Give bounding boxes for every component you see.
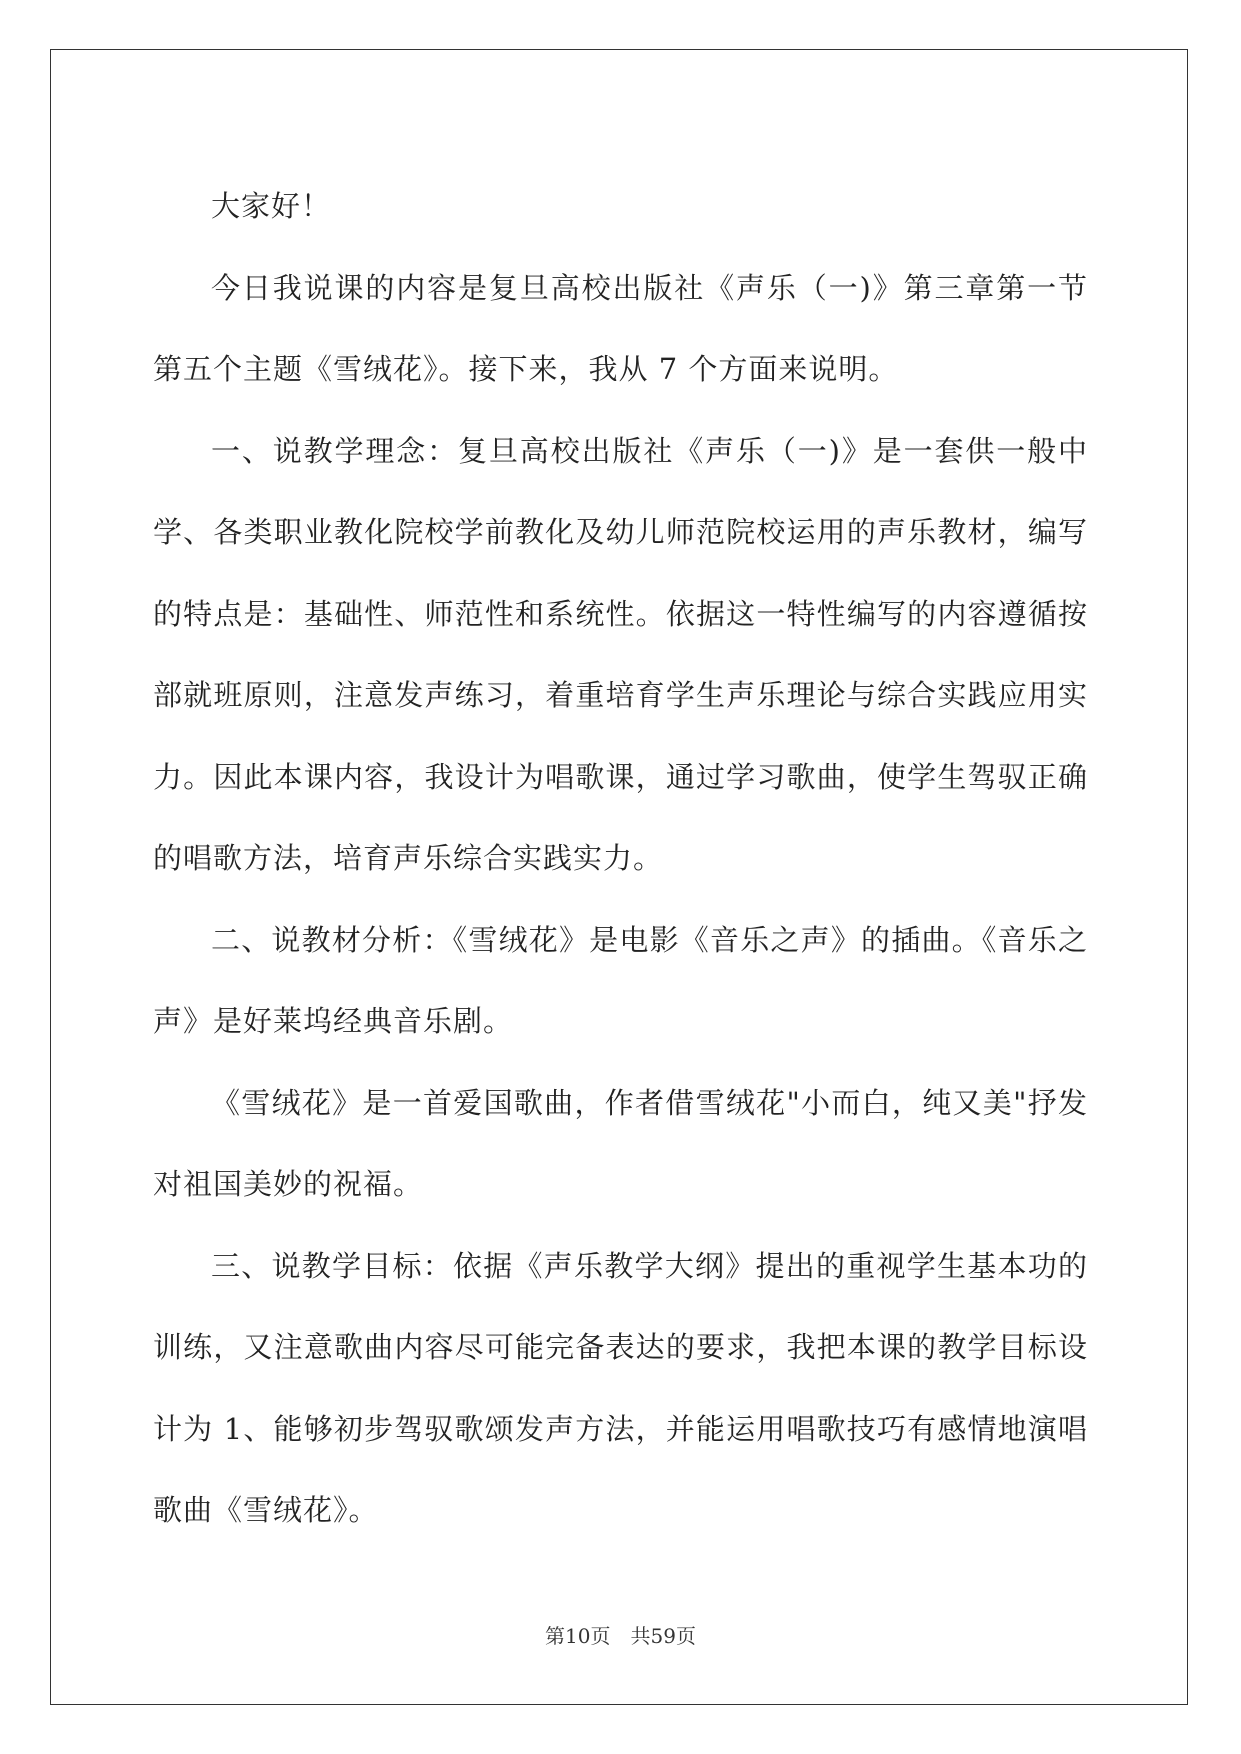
document-body: [153, 166, 1088, 1552]
paragraph-greeting: 大家好！: [211, 189, 332, 223]
paragraph-textbook-analysis: 二、说教材分析：《雪绒花》是电影《音乐之声》的插曲。《音乐之声》是好莱坞经典音乐剧。: [153, 922, 1088, 1038]
page-number-footer: 第10页 共59页: [545, 1624, 696, 1648]
paragraph-teaching-goals: 三、说教学目标：依据《声乐教学大纲》提出的重视学生基本功的训练，又注意歌曲内容尽可能完备表达的要求，我把本课的教学目标设计为 1、能够初步驾驭歌颂发声方法，并能运用唱歌技巧有感情地演唱歌曲《雪绒花》。: [153, 1248, 1088, 1527]
paragraph-song-description: 《雪绒花》是一首爱国歌曲，作者借雪绒花"小而白，纯又美"抒发对祖国美妙的祝福。: [153, 1085, 1088, 1201]
paragraph-teaching-philosophy: 一、说教学理念：复旦高校出版社《声乐（一)》是一套供一般中学、各类职业教化院校学前教化及幼儿师范院校运用的声乐教材，编写的特点是：基础性、师范性和系统性。依据这一特性编写的内容遵循按部就班原则，注意发声练习，着重培育学生声乐理论与综合实践应用实力。因此本课内容，我设计为唱歌课，通过学习歌曲，使学生驾驭正确的唱歌方法，培育声乐综合实践实力。: [153, 433, 1088, 875]
paragraph-intro: 今日我说课的内容是复旦高校出版社《声乐（一)》第三章第一节第五个主题《雪绒花》。接下来，我从 7 个方面来说明。: [153, 270, 1088, 386]
